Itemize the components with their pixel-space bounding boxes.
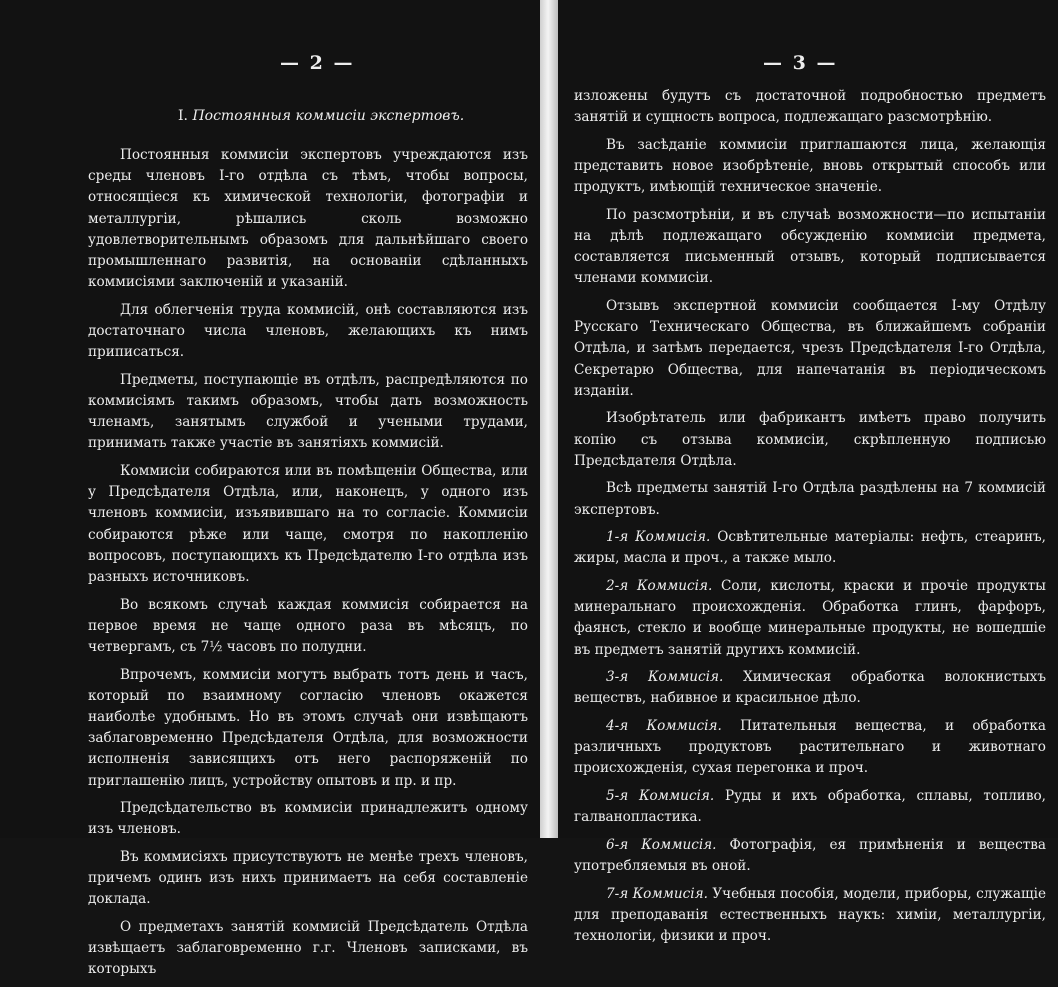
commission-text: Химическая обработка волокнистыхъ веществъ, набивное и красильное дѣло. (574, 669, 1046, 707)
paragraph: Изобрѣтатель или фабрикантъ имѣетъ право получить копію съ отзыва коммисіи, скрѣпленную подписью Предсѣдателя Отдѣла. (574, 410, 1046, 469)
paragraph: Предметы, поступающіе въ отдѣлъ, распредѣляются по коммисіямъ такимъ образомъ, чтобы дать возможность членамъ, занятымъ службой и учеными трудами, принимать также участіе въ занятіяхъ коммисій. (88, 371, 528, 452)
paragraph: Для облегченія труда коммисій, онѣ составляются изъ достаточнаго числа членовъ, желающихъ къ нимъ приписаться. (88, 301, 528, 361)
page-number: — 3 — (763, 52, 838, 74)
paragraph: Коммисіи собираются или въ помѣщеніи Общества, или у Предсѣдателя Отдѣла, или, наконецъ, у одного изъ членовъ коммисіи, изъявившаго на то согласіе. Коммисіи собираются рѣже или чаще, смотря по накопленію вопросовъ, поступающихъ къ Предсѣдателю I-го отдѣла изъ разныхъ источниковъ. (88, 463, 528, 586)
commission-item (574, 884, 1046, 948)
right-page (558, 0, 1058, 944)
commission-text: Учебныя пособія, модели, приборы, служащіе для преподаванія естественныхъ наукъ: химіи, металлургіи, технологіи, физики и проч. (574, 885, 1047, 944)
commission-item (574, 835, 1046, 877)
commission-item (574, 576, 1046, 661)
commission-text: Питательныя вещества, и обработка различныхъ продуктовъ растительнаго и животнаго происхожденія, сухая перегонка и проч. (574, 718, 1046, 777)
book-gutter (540, 0, 558, 838)
paragraph: О предметахъ занятій коммисій Предсѣдатель Отдѣла извѣщаетъ заблаговременно г.г. Членовъ записками, въ которыхъ (88, 919, 528, 978)
commission-label: 6-я Коммисія. (606, 836, 717, 853)
commission-item (574, 667, 1046, 709)
section-heading (178, 108, 464, 124)
commission-text: Руды и ихъ обработка, сплавы, топливо, галванопластика. (574, 788, 1046, 826)
paragraph: Предсѣдательство въ коммисіи принадлежитъ одному изъ членовъ. (88, 800, 528, 838)
commission-label: 2-я Коммисія. (606, 578, 713, 594)
commission-label: 3-я Коммисія. (606, 669, 724, 686)
commission-label: 7-я Коммисія. (606, 885, 708, 902)
paragraph: Въ коммисіяхъ присутствуютъ не менѣе трехъ членовъ, причемъ одинъ изъ нихъ принимаетъ на себя составленіе доклада. (88, 849, 528, 908)
commission-item (574, 527, 1046, 569)
commission-label: 1-я Коммисія. (606, 529, 711, 546)
commission-text: Соли, кислоты, краски и прочіе продукты минеральнаго происхожденія. Обработка глинъ, фарфоръ, фаянсъ, стекло и вообще минеральные продукты, не вошедшіе въ предметъ занятій другихъ коммисій. (574, 578, 1046, 658)
paragraph: Впрочемъ, коммисіи могутъ выбрать тотъ день и часъ, который по взаимному согласію членовъ окажется наиболѣе удобнымъ. Но въ этомъ случаѣ они извѣщаютъ заблаговременно Предсѣдателя Отдѣла, для возможности исполненія зависящихъ отъ него распоряженій по приглашенію лицъ, устройству опытовъ и пр. и пр. (88, 666, 528, 789)
commission-label: 4-я Коммисія. (606, 718, 722, 734)
paragraph: Въ засѣданіе коммисіи приглашаются лица, желающія представить новое изобрѣтеніе, вновь открытый способъ или продуктъ, имѣющій техническое значеніе. (574, 136, 1046, 196)
page-number: — 2 — (280, 52, 355, 74)
paragraph: Постоянныя коммисіи экспертовъ учреждаются изъ среды членовъ I-го отдѣла съ тѣмъ, чтобы вопросы, относящіеся къ химической технологіи, фотографіи и металлургіи, рѣшались сколь возможно удовлетворительнымъ образомъ для дальнѣйшаго своего промышленнаго развитія, на основаніи сдѣланныхъ коммисіями заключеній и указаній. (88, 147, 528, 291)
paragraph: Всѣ предметы занятій I-го Отдѣла раздѣлены на 7 коммисій экспертовъ. (574, 480, 1046, 518)
heading-title: Постоянныя коммисіи экспертовъ. (192, 108, 465, 124)
paragraph: Отзывъ экспертной коммисіи сообщается I-му Отдѣлу Русскаго Техническаго Общества, въ ближайшемъ собраніи Отдѣла, и затѣмъ передается, чрезъ Предсѣдателя I-го Отдѣла, Секретарю Общества, для напечатанія въ періодическомъ изданіи. (574, 298, 1046, 399)
commission-text: Фотографія, ея примѣненія и вещества употребляемыя въ оной. (574, 836, 1046, 874)
left-body-text (88, 145, 528, 987)
heading-number: I. (178, 108, 188, 124)
paragraph: Во всякомъ случаѣ каждая коммисія собирается на первое время не чаще одного раза въ мѣсяцъ, по четвергамъ, съ 7½ часовъ по полудни. (88, 596, 528, 656)
commission-item (574, 716, 1046, 780)
continuation-paragraph: изложены будутъ съ достаточной подробностью предметъ занятій и сущность вопроса, подлежащаго разсмотрѣнію. (574, 88, 1046, 126)
commission-text: Освѣтительные матеріалы: нефть, стеаринъ, жиры, масла и проч., а также мыло. (574, 529, 1046, 567)
commission-item (574, 786, 1046, 828)
commission-label: 5-я Коммисія. (606, 788, 715, 804)
right-body-text (574, 86, 1046, 954)
paragraph: По разсмотрѣніи, и въ случаѣ возможности—по испытаніи на дѣлѣ подлежащаго обсужденію коммисіи предмета, составляется письменный отзывъ, который подписывается членами коммисіи. (574, 206, 1046, 287)
